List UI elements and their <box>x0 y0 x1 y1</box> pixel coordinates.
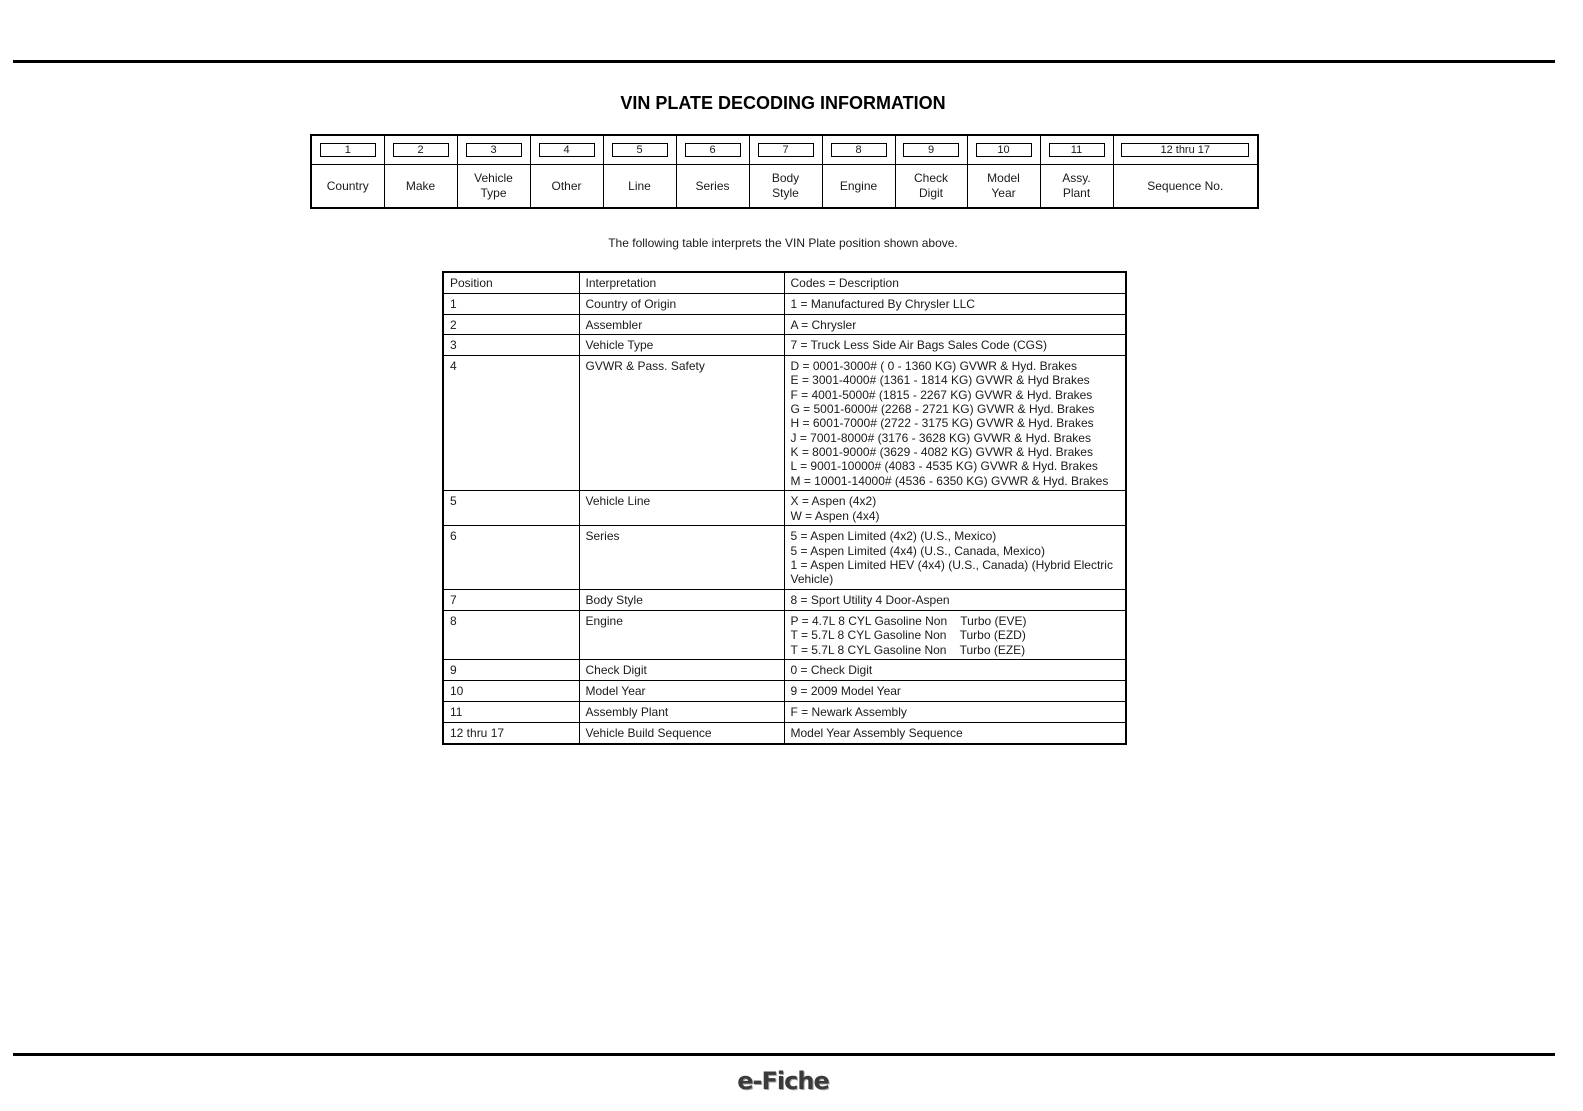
interpretation-cell: Engine <box>579 610 784 659</box>
vin-position-cell <box>967 135 1040 165</box>
interpretation-cell: Assembler <box>579 314 784 335</box>
vin-position-label: Sequence No. <box>1147 179 1224 193</box>
table-header-row <box>443 272 1126 293</box>
decoding-table <box>442 271 1127 745</box>
vin-position-label-row <box>311 165 1258 209</box>
vin-position-cell <box>603 135 676 165</box>
code-line: 9 = 2009 Model Year <box>790 684 901 699</box>
vin-position-number-row <box>311 135 1258 165</box>
code-line: H = 6001-7000# (2722 - 3175 KG) GVWR & Hyd. Brakes <box>790 416 1094 431</box>
vin-position-label: Body Style <box>771 170 800 200</box>
table-row <box>443 356 1126 491</box>
table-row <box>443 335 1126 356</box>
vin-plate-table <box>310 134 1259 209</box>
vin-position-box: 11 <box>1049 143 1105 157</box>
table-caption: The following table interprets the VIN Plate position shown above. <box>608 236 958 250</box>
code-line: 1 = Manufactured By Chrysler LLC <box>790 296 975 311</box>
code-line: X = Aspen (4x2) <box>790 494 877 509</box>
position-cell: 7 <box>443 590 579 611</box>
interpretation-cell: Vehicle Line <box>579 491 784 526</box>
table-row <box>443 526 1126 590</box>
vin-position-box: 9 <box>903 143 959 157</box>
codes-cell <box>784 293 1126 314</box>
vin-label-cell <box>676 165 749 209</box>
table-row <box>443 293 1126 314</box>
vin-position-cell <box>749 135 822 165</box>
code-line: T = 5.7L 8 CYL Gasoline Non Turbo (EZE) <box>790 642 1026 657</box>
interpretation-cell: Assembly Plant <box>579 701 784 722</box>
code-line: W = Aspen (4x4) <box>790 508 880 523</box>
vin-label-cell <box>967 165 1040 209</box>
code-line: T = 5.7L 8 CYL Gasoline Non Turbo (EZD) <box>790 628 1026 643</box>
code-line: D = 0001-3000# ( 0 - 1360 KG) GVWR & Hyd. Brakes <box>790 359 1077 374</box>
position-cell: 3 <box>443 335 579 356</box>
table-row <box>443 660 1126 681</box>
vin-position-box: 3 <box>466 143 522 157</box>
code-line: Model Year Assembly Sequence <box>790 725 963 740</box>
table-row <box>443 314 1126 335</box>
interpretation-cell: Vehicle Build Sequence <box>579 722 784 743</box>
vin-position-box: 8 <box>831 143 887 157</box>
vin-position-label: Model Year <box>987 170 1020 200</box>
vin-position-cell <box>822 135 895 165</box>
interpretation-cell: Country of Origin <box>579 293 784 314</box>
table-row <box>443 701 1126 722</box>
codes-cell <box>784 356 1126 491</box>
position-cell: 9 <box>443 660 579 681</box>
code-line: 0 = Check Digit <box>790 663 873 678</box>
interpretation-cell: GVWR & Pass. Safety <box>579 356 784 491</box>
position-header: Position <box>443 272 579 293</box>
code-line: 7 = Truck Less Side Air Bags Sales Code (CGS) <box>790 338 1047 353</box>
codes-cell <box>784 681 1126 702</box>
code-line: E = 3001-4000# (1361 - 1814 KG) GVWR & Hyd Brakes <box>790 373 1090 388</box>
table-row <box>443 590 1126 611</box>
efiche-logo: e-Fiche <box>737 1067 829 1095</box>
code-line: 1 = Aspen Limited HEV (4x4) (U.S., Canada) (Hybrid Electric Vehicle) <box>790 558 1117 587</box>
codes-cell <box>784 610 1126 659</box>
codes-header: Codes = Description <box>784 272 1126 293</box>
vin-position-box: 7 <box>758 143 814 157</box>
code-line: F = Newark Assembly <box>790 704 907 719</box>
vin-position-cell <box>895 135 967 165</box>
codes-cell <box>784 335 1126 356</box>
code-line: 8 = Sport Utility 4 Door-Aspen <box>790 593 950 608</box>
code-line: A = Chrysler <box>790 317 857 332</box>
vin-label-cell <box>749 165 822 209</box>
codes-cell <box>784 701 1126 722</box>
interpretation-header: Interpretation <box>579 272 784 293</box>
position-cell: 6 <box>443 526 579 590</box>
interpretation-cell: Vehicle Type <box>579 335 784 356</box>
vin-position-box: 2 <box>393 143 449 157</box>
vin-position-label: Make <box>405 179 436 193</box>
position-cell: 8 <box>443 610 579 659</box>
table-row <box>443 681 1126 702</box>
interpretation-cell: Model Year <box>579 681 784 702</box>
code-line: J = 7001-8000# (3176 - 3628 KG) GVWR & Hyd. Brakes <box>790 430 1091 445</box>
vin-label-cell <box>895 165 967 209</box>
vin-label-cell <box>530 165 603 209</box>
code-line: G = 5001-6000# (2268 - 2721 KG) GVWR & Hyd. Brakes <box>790 402 1095 417</box>
top-rule <box>13 60 1555 63</box>
vin-position-label: Line <box>628 179 651 193</box>
vin-label-cell <box>311 165 384 209</box>
vin-position-cell <box>676 135 749 165</box>
position-cell: 5 <box>443 491 579 526</box>
vin-position-cell <box>311 135 384 165</box>
code-line: 5 = Aspen Limited (4x2) (U.S., Mexico) <box>790 529 997 544</box>
position-cell: 1 <box>443 293 579 314</box>
position-cell: 2 <box>443 314 579 335</box>
vin-position-label: Check Digit <box>913 170 948 200</box>
vin-position-cell <box>1113 135 1258 165</box>
code-line: F = 4001-5000# (1815 - 2267 KG) GVWR & Hyd. Brakes <box>790 387 1093 402</box>
table-row <box>443 491 1126 526</box>
table-row <box>443 610 1126 659</box>
vin-position-box: 4 <box>539 143 595 157</box>
codes-cell <box>784 526 1126 590</box>
vin-position-label: Series <box>695 179 730 193</box>
vin-position-label: Country <box>326 179 369 193</box>
interpretation-cell: Series <box>579 526 784 590</box>
codes-cell <box>784 314 1126 335</box>
code-line: M = 10001-14000# (4536 - 6350 KG) GVWR & Hyd. Brakes <box>790 473 1109 488</box>
vin-position-label: Vehicle Type <box>474 170 513 200</box>
vin-label-cell <box>457 165 530 209</box>
vin-position-label: Other <box>551 179 582 193</box>
interpretation-cell: Check Digit <box>579 660 784 681</box>
vin-position-cell <box>384 135 457 165</box>
vin-position-box: 12 thru 17 <box>1121 143 1249 157</box>
codes-cell <box>784 722 1126 743</box>
vin-position-box: 10 <box>976 143 1032 157</box>
codes-cell <box>784 491 1126 526</box>
vin-label-cell <box>822 165 895 209</box>
vin-position-box: 1 <box>320 143 376 157</box>
vin-label-cell <box>1113 165 1258 209</box>
vin-position-cell <box>457 135 530 165</box>
interpretation-cell: Body Style <box>579 590 784 611</box>
vin-position-label: Assy. Plant <box>1062 170 1091 200</box>
code-line: P = 4.7L 8 CYL Gasoline Non Turbo (EVE) <box>790 613 1027 628</box>
vin-position-cell <box>1040 135 1113 165</box>
codes-cell <box>784 590 1126 611</box>
code-line: K = 8001-9000# (3629 - 4082 KG) GVWR & Hyd. Brakes <box>790 444 1093 459</box>
position-cell: 10 <box>443 681 579 702</box>
code-line: L = 9001-10000# (4083 - 4535 KG) GVWR & Hyd. Brakes <box>790 459 1098 474</box>
vin-position-box: 5 <box>612 143 668 157</box>
bottom-rule <box>13 1053 1555 1056</box>
position-cell: 11 <box>443 701 579 722</box>
vin-position-cell <box>530 135 603 165</box>
code-line: 5 = Aspen Limited (4x4) (U.S., Canada, Mexico) <box>790 543 1045 558</box>
page-title: VIN PLATE DECODING INFORMATION <box>620 93 946 113</box>
table-row <box>443 722 1126 743</box>
vin-label-cell <box>1040 165 1113 209</box>
vin-position-label: Engine <box>839 179 878 193</box>
position-cell: 12 thru 17 <box>443 722 579 743</box>
codes-cell <box>784 660 1126 681</box>
position-cell: 4 <box>443 356 579 491</box>
vin-position-box: 6 <box>685 143 741 157</box>
vin-label-cell <box>384 165 457 209</box>
vin-label-cell <box>603 165 676 209</box>
